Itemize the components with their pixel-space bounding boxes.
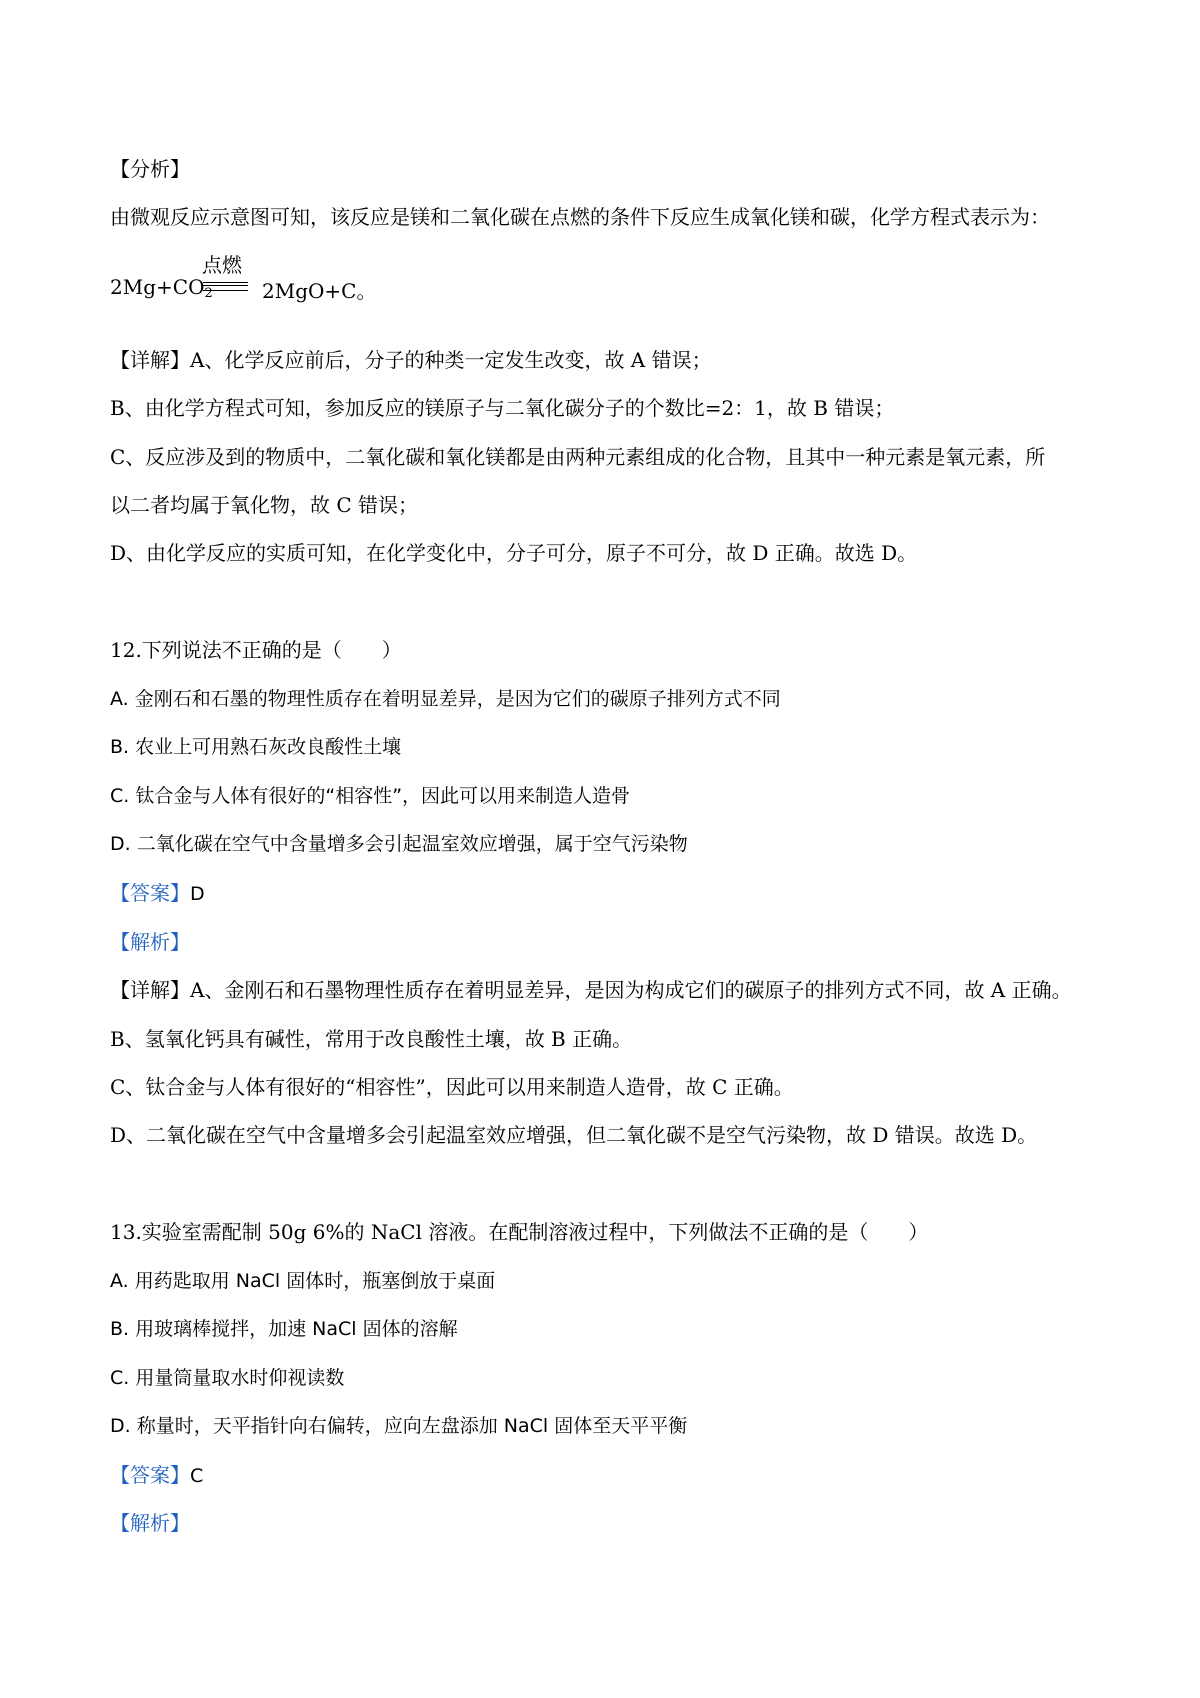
q12-detail-line: 【详解】A、金刚石和石墨物理性质存在着明显差异，是因为构成它们的碳原子的排列方式不同，故 A 正确。	[110, 978, 1072, 1002]
equation-lhs: $2Mg+CO_2$	[110, 275, 213, 301]
q12-explain-label: 【解析】	[110, 930, 190, 954]
q12-answer-label: 【答案】	[110, 881, 190, 905]
q12-answer-value: D	[190, 883, 205, 905]
q13-answer-value: C	[190, 1465, 204, 1487]
q13-answer	[110, 1461, 203, 1490]
q11-detail-line: C、反应涉及到的物质中，二氧化碳和氧化镁都是由两种元素组成的化合物，且其中一种元素是氧元素，所	[110, 445, 1046, 469]
q12-detail-line: C、钛合金与人体有很好的“相容性”，因此可以用来制造人造骨，故 C 正确。	[110, 1075, 794, 1099]
q11-detail-line: 以二者均属于氧化物，故 C 错误；	[110, 493, 419, 517]
equation-condition: 点燃	[202, 253, 242, 277]
q12-option-c: C. 钛合金与人体有很好的“相容性”，因此可以用来制造人造骨	[110, 785, 631, 807]
q12-option-a: A. 金刚石和石墨的物理性质存在着明显差异，是因为它们的碳原子排列方式不同	[110, 688, 781, 710]
q12-stem: 12.下列说法不正确的是（ ）	[110, 638, 402, 662]
analysis-text: 由微观反应示意图可知，该反应是镁和二氧化碳在点燃的条件下反应生成氧化镁和碳，化学方程式表示为：	[110, 205, 1050, 229]
q13-answer-label: 【答案】	[110, 1463, 190, 1487]
q13-option-c: C. 用量筒量取水时仰视读数	[110, 1367, 345, 1389]
q13-stem: 13.实验室需配制 50g 6%的 NaCl 溶液。在配制溶液过程中，下列做法不正确的是（ ）	[110, 1220, 929, 1244]
analysis-heading: 【分析】	[110, 157, 190, 181]
q13-option-d: D. 称量时，天平指针向右偏转，应向左盘添加 NaCl 固体至天平平衡	[110, 1415, 688, 1437]
q11-detail-line: 【详解】A、化学反应前后，分子的种类一定发生改变，故 A 错误；	[110, 348, 712, 372]
q13-option-a: A. 用药匙取用 NaCl 固体时，瓶塞倒放于桌面	[110, 1270, 496, 1292]
equation-equals-sign	[203, 282, 248, 291]
q12-option-b: B. 农业上可用熟石灰改良酸性土壤	[110, 736, 402, 758]
q12-answer	[110, 879, 205, 908]
q12-detail-line: B、氢氧化钙具有碱性，常用于改良酸性土壤，故 B 正确。	[110, 1027, 633, 1051]
q12-option-d: D. 二氧化碳在空气中含量增多会引起温室效应增强，属于空气污染物	[110, 833, 688, 855]
equation-rhs: 2MgO+C。	[262, 279, 377, 303]
q13-option-b: B. 用玻璃棒搅拌，加速 NaCl 固体的溶解	[110, 1318, 458, 1340]
q11-detail-line: D、由化学反应的实质可知，在化学变化中，分子可分，原子不可分，故 D 正确。故选 D。	[110, 541, 918, 565]
q13-explain-label: 【解析】	[110, 1511, 190, 1535]
q12-detail-line: D、二氧化碳在空气中含量增多会引起温室效应增强，但二氧化碳不是空气污染物，故 D 错误。故选 D。	[110, 1123, 1038, 1147]
q11-detail-line: B、由化学方程式可知，参加反应的镁原子与二氧化碳分子的个数比=2：1，故 B 错误；	[110, 396, 895, 420]
